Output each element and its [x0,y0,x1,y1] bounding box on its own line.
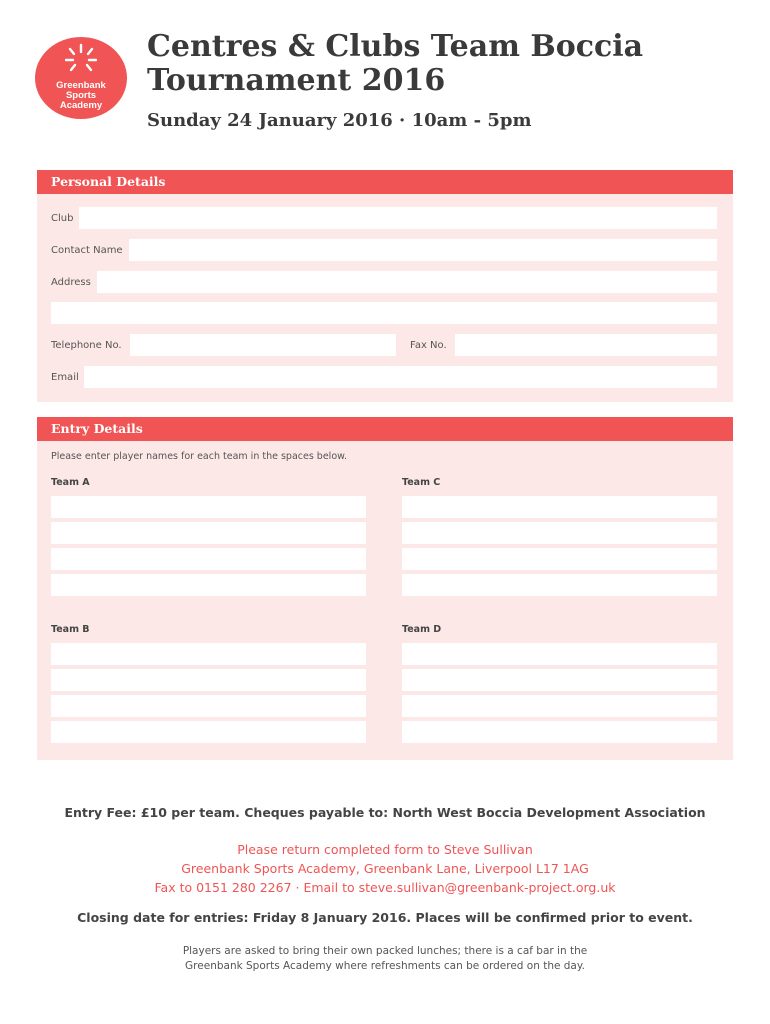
address-field-line-1[interactable] [97,271,717,293]
title-line-1: Centres & Clubs Team Boccia [147,29,644,64]
team-c-player-2[interactable] [402,522,717,544]
team-b-player-1[interactable] [51,643,366,665]
team-b-player-3[interactable] [51,695,366,717]
address-label: Address [51,277,91,288]
personal-details-section [37,170,733,402]
team-c-player-4[interactable] [402,574,717,596]
lunch-note [0,944,770,974]
telephone-field[interactable] [130,334,396,356]
team-d-player-2[interactable] [402,669,717,691]
team-b-label: Team B [51,624,90,635]
logo-text [35,81,127,111]
email-label: Email [51,372,79,383]
entry-details-header: Entry Details [37,417,733,441]
team-a-player-1[interactable] [51,496,366,518]
logo-line-2: Sports [65,90,97,101]
lunch-note-line-2: Greenbank Sports Academy where refreshments can be ordered on the day. [185,960,585,972]
team-a-player-2[interactable] [51,522,366,544]
address-field-line-2[interactable] [51,302,717,324]
greenbank-logo [35,37,127,119]
page-title [147,30,747,98]
team-c-player-3[interactable] [402,548,717,570]
event-date: Sunday 24 January 2016 · 10am - 5pm [147,110,532,131]
entry-instruction: Please enter player names for each team in the spaces below. [51,451,348,462]
closing-date-text: Closing date for entries: Friday 8 January 2016. Places will be confirmed prior to event. [77,910,693,925]
team-b-player-4[interactable] [51,721,366,743]
return-address-line: Greenbank Sports Academy, Greenbank Lane, Liverpool L17 1AG [181,861,589,876]
fax-label: Fax No. [410,340,447,351]
team-a-label: Team A [51,477,90,488]
sunburst-icon [65,43,97,77]
team-a-player-4[interactable] [51,574,366,596]
team-b-player-2[interactable] [51,669,366,691]
fax-field[interactable] [455,334,717,356]
entry-fee-text: Entry Fee: £10 per team. Cheques payable to: North West Boccia Development Association [64,805,706,820]
return-line-1: Please return completed form to Steve Sullivan [237,842,533,857]
title-line-2: Tournament 2016 [147,63,446,98]
team-c-label: Team C [402,477,441,488]
contact-name-field[interactable] [129,239,717,261]
team-d-label: Team D [402,624,442,635]
entry-details-section [37,417,733,760]
team-d-player-3[interactable] [402,695,717,717]
club-label: Club [51,213,74,224]
return-instructions [0,840,770,897]
contact-name-label: Contact Name [51,245,123,256]
team-a-player-3[interactable] [51,548,366,570]
email-field[interactable] [84,366,717,388]
telephone-label: Telephone No. [51,340,122,351]
lunch-note-line-1: Players are asked to bring their own packed lunches; there is a caf bar in the [182,945,588,957]
personal-details-header: Personal Details [37,170,733,194]
logo-line-3: Academy [59,100,103,111]
return-contact-line: Fax to 0151 280 2267 · Email to steve.sullivan@greenbank-project.org.uk [154,880,616,895]
team-d-player-4[interactable] [402,721,717,743]
logo-line-1: Greenbank [56,80,106,91]
club-field[interactable] [79,207,717,229]
team-d-player-1[interactable] [402,643,717,665]
team-c-player-1[interactable] [402,496,717,518]
